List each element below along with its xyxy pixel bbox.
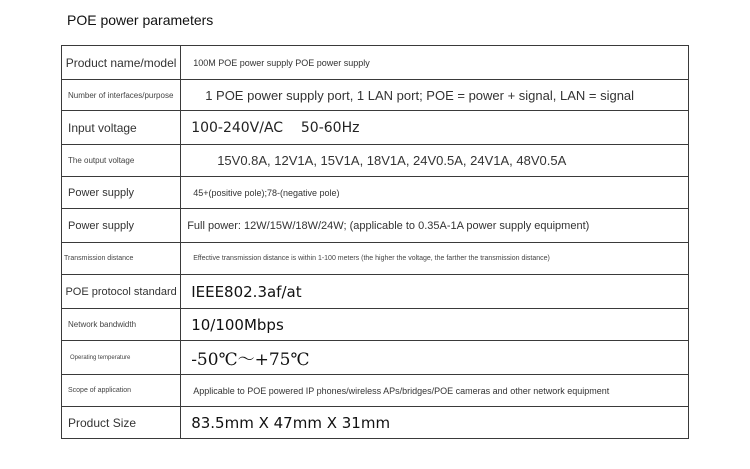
row-label: Power supply <box>62 177 181 209</box>
row-value: 100M POE power supply POE power supply <box>181 46 689 80</box>
row-label: Operating temperature <box>62 341 181 375</box>
row-label: The output voltage <box>62 145 181 177</box>
row-label: Scope of application <box>62 375 181 407</box>
row-value: Effective transmission distance is within 1-100 meters (the higher the voltage, the farther the transmission distance) <box>181 243 689 275</box>
table-row-output-voltage <box>62 145 689 177</box>
row-label: Network bandwidth <box>62 309 181 341</box>
table-row-operating-temperature <box>62 341 689 375</box>
table-row-transmission-distance <box>62 243 689 275</box>
page-title: POE power parameters <box>67 12 214 28</box>
table-row-poe-protocol <box>62 275 689 309</box>
row-label: Power supply <box>62 209 181 243</box>
row-label: POE protocol standard <box>62 275 181 309</box>
table-row-scope-of-application <box>62 375 689 407</box>
row-value: 83.5mm X 47mm X 31mm <box>181 407 689 439</box>
row-value: 45+(positive pole);78-(negative pole) <box>181 177 689 209</box>
row-value: 1 POE power supply port, 1 LAN port; POE = power + signal, LAN = signal <box>181 80 689 111</box>
row-label: Product name/model <box>62 46 181 80</box>
row-label: Transmission distance <box>62 243 181 275</box>
table-row-power-supply-wattage <box>62 209 689 243</box>
row-value: IEEE802.3af/at <box>181 275 689 309</box>
table-row-interfaces <box>62 80 689 111</box>
table-row-network-bandwidth <box>62 309 689 341</box>
row-value: Applicable to POE powered IP phones/wireless APs/bridges/POE cameras and other network equipment <box>181 375 689 407</box>
parameters-table <box>61 45 689 439</box>
row-value: 15V0.8A, 12V1A, 15V1A, 18V1A, 24V0.5A, 24V1A, 48V0.5A <box>181 145 689 177</box>
table-row-product-name <box>62 46 689 80</box>
row-value: 100-240V/AC 50-60Hz <box>181 111 689 145</box>
row-label: Number of interfaces/purpose <box>62 80 181 111</box>
row-value: -50℃～+75℃ <box>181 341 689 375</box>
table-row-power-supply-poles <box>62 177 689 209</box>
row-label: Product Size <box>62 407 181 439</box>
table-row-product-size <box>62 407 689 439</box>
row-label: Input voltage <box>62 111 181 145</box>
row-value: Full power: 12W/15W/18W/24W; (applicable to 0.35A-1A power supply equipment) <box>181 209 689 243</box>
row-value: 10/100Mbps <box>181 309 689 341</box>
table-row-input-voltage <box>62 111 689 145</box>
